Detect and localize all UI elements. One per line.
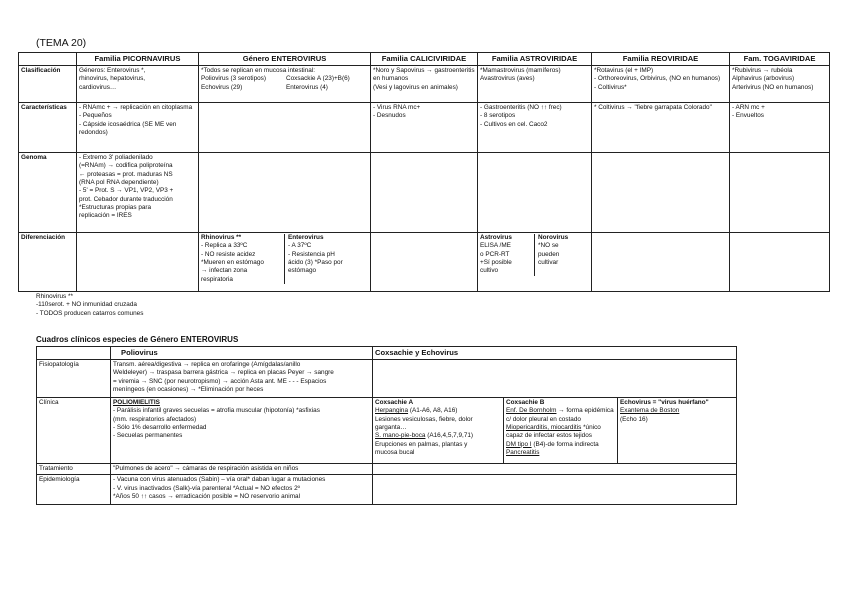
row-label-tratamiento: Tratamiento — [37, 463, 111, 474]
text-line: - Secuelas permanentes — [113, 432, 183, 440]
cell-caracteristicas-astro — [478, 102, 592, 152]
coxsachie-a-title: Coxsachie A — [375, 398, 414, 406]
text-line: - 8 serotipos — [480, 112, 516, 120]
mano-pie-boca-label: S. mano-pie-boca — [375, 432, 426, 440]
cell-genoma-toga — [730, 152, 830, 232]
cell-clasificacion-calici — [371, 65, 478, 102]
text-span: → forma epidémica — [556, 407, 614, 415]
header-poliovirus: Poliovirus — [111, 347, 373, 360]
cell-diferenciacion-picorna — [77, 232, 199, 291]
text-line: +Sí posible — [480, 258, 512, 266]
row-epidemiologia — [37, 475, 737, 505]
text-line: (Echo 16) — [620, 415, 648, 423]
text-line: Géneros: Enterovirus *, — [79, 66, 146, 74]
text-span: *único — [581, 423, 601, 431]
astrovirus-block — [480, 234, 531, 276]
header-togaviridae: Fam. TOGAVIRIDAE — [730, 53, 830, 66]
text-line: - Sólo 1% desarrollo enfermedad — [113, 423, 207, 431]
table2-title: Cuadros clínicos especies de Género ENTEROVIRUS — [36, 335, 239, 344]
cell-epidemiologia-polio — [111, 475, 373, 505]
text-line: *Mueren en estómago — [201, 258, 264, 266]
cell-tratamiento-polio — [111, 463, 373, 474]
cell-clasificacion-toga — [730, 65, 830, 102]
note-line: -110serot. + NO inmunidad cruzada — [36, 301, 137, 309]
miocarditis-label: Miopericarditis, miocarditis — [506, 423, 582, 431]
viral-families-table — [18, 52, 830, 292]
text-line: Transm. aérea/digestiva → replica en orofaringe (Amígdalas/anillo — [113, 360, 301, 368]
text-line: (RNA pol RNA dependiente) — [79, 178, 159, 186]
cell-genoma-entero — [199, 152, 371, 232]
text-line: - Cápside icosaédrica (SE ME ven redondos) — [79, 120, 179, 136]
text-line: Erupciones en palmas, plantas y — [375, 440, 468, 448]
text-line: - Replica a 33ºC — [201, 242, 248, 250]
cell-clinica-coxsachie-b — [504, 397, 618, 463]
text-line: prot. Cebador durante traducción — [79, 195, 173, 203]
text-line: *Estructuras propias para — [79, 203, 152, 211]
text-line: - NO resiste acidez — [201, 250, 256, 258]
norovirus-block — [534, 234, 589, 276]
row-label-genoma: Genoma — [19, 152, 77, 232]
row-tratamiento — [37, 463, 737, 474]
text-line: *Años 50 ↑↑ casos → erradicación posible = NO reservorio animal — [113, 492, 301, 500]
row-clasificacion — [19, 65, 830, 102]
row-label-caracteristicas: Características — [19, 102, 77, 152]
text-line: *Rubivirus → rubéola — [732, 66, 793, 74]
cell-caracteristicas-reo — [592, 102, 730, 152]
text-line: - Desnudos — [373, 112, 406, 120]
text-line: cultivar — [538, 258, 559, 266]
text-line: *Rotavirus (el + IMP) — [594, 66, 654, 74]
header2-empty — [37, 347, 111, 360]
text-span: (A1-A6, A8, A16) — [408, 407, 458, 415]
text-line: - Orthoreovirus, Orbivirus, (NO en humanos) — [594, 75, 721, 83]
echovirus-title: Echovirus = "virus huérfano" — [620, 398, 709, 406]
header-astroviridae: Familia ASTROVIRIDAE — [478, 53, 592, 66]
text-line: ácido (3) *Paso por — [288, 258, 343, 266]
herpangina-label: Herpangina — [375, 407, 409, 415]
enterovirus-title: Enterovirus — [288, 233, 324, 241]
cell-caracteristicas-calici — [371, 102, 478, 152]
text-line: Poliovirus (3 serotipos) — [201, 75, 266, 83]
row-label-clinica: Clínica — [37, 397, 111, 463]
text-line: - Extremo 3' poliadenilado — [79, 153, 153, 161]
cell-genoma-reo — [592, 152, 730, 232]
rhinovirus-block — [201, 234, 281, 284]
row-label-epidemiologia: Epidemiología — [37, 475, 111, 505]
table2-header-row — [37, 347, 737, 360]
text-line: replicación = IRES — [79, 212, 132, 220]
cell-fisiopatologia-polio — [111, 359, 373, 397]
text-line: ELISA /ME — [480, 242, 511, 250]
text-line: mucosa bucal — [375, 448, 415, 456]
cell-diferenciacion-reo — [592, 232, 730, 291]
row-fisiopatologia — [37, 359, 737, 397]
text-span: (A16,4,5,7,9,71) — [425, 432, 474, 440]
text-line: - ARN mc + — [732, 103, 765, 111]
row-clinica — [37, 397, 737, 463]
enterovirus-clinical-table — [36, 346, 737, 505]
cell-genoma-astro — [478, 152, 592, 232]
norovirus-title: Norovirus — [538, 233, 569, 241]
cell-genoma-picorna — [77, 152, 199, 232]
text-line: ← proteasas = prot. maduras NS — [79, 170, 173, 178]
text-line: *Noro y Sapovirus → gastroenteritis en humanos — [373, 66, 477, 83]
text-line: c/ dolor pleural en costado — [506, 415, 581, 423]
text-line: Enterovirus (4) — [286, 83, 328, 91]
rhinovirus-title: Rhinovirus ** — [201, 233, 242, 241]
row-label-clasificacion: Clasificación — [19, 65, 77, 102]
text-line: estómago — [288, 267, 317, 275]
exantema-boston-label: Exantema de Boston — [620, 407, 680, 415]
text-line: - Virus RNA mc+ — [373, 103, 421, 111]
header-reoviridae: Familia REOVIRIDAE — [592, 53, 730, 66]
row-diferenciacion — [19, 232, 830, 291]
text-line: - Coltivirus* — [594, 83, 627, 91]
text-line: (Vesi y lagovirus en animales) — [373, 83, 458, 91]
row-label-diferenciacion: Diferenciación — [19, 232, 77, 291]
text-line: - Vacuna con virus atenuados (Sabin) – vía oral* daban lugar a mutaciones — [113, 476, 326, 484]
text-line: *Todos se replican en mucosa intestinal: — [201, 66, 316, 74]
text-line: Weldeleyer) → traspasa barrera gástrica → replica en placas Peyer → sangre — [113, 369, 334, 377]
cell-diferenciacion-astro — [478, 232, 592, 291]
text-line: - Pequeños — [79, 112, 112, 120]
cell-diferenciacion-toga — [730, 232, 830, 291]
page-title: (TEMA 20) — [36, 37, 87, 49]
text-line: cardiovirus… — [79, 83, 117, 91]
text-span: (B4)-de forma indirecta — [531, 440, 599, 448]
text-line: - Envueltos — [732, 112, 764, 120]
text-line: (=RNAm) → codifica poliproteína — [79, 162, 173, 170]
cell-caracteristicas-entero — [199, 102, 371, 152]
cell-clinica-echovirus — [618, 397, 737, 463]
bornholm-label: Enf. De Bornholm — [506, 407, 557, 415]
row-genoma — [19, 152, 830, 232]
text-line: - Gastroenteritis (NO ↑↑ frec) — [480, 103, 562, 111]
text-line: "Pulmones de acero" → cámaras de respiración asistida en niños — [113, 464, 299, 472]
text-line: Coxsackie A (23)+B(6) — [286, 75, 350, 83]
text-line: rhinovirus, hepatovirus, — [79, 75, 146, 83]
dm-tipo-i-label: DM tipo I — [506, 440, 532, 448]
note-line: - TODOS producen catarros comunes — [36, 309, 144, 317]
text-line: Arterivirus (NO en humanos) — [732, 83, 814, 91]
text-line: Echovirus (29) — [201, 83, 243, 91]
cell-fisiopatologia-coxsachie — [373, 359, 737, 397]
text-line: pueden — [538, 250, 560, 258]
rhinovirus-notes — [36, 293, 143, 318]
cell-diferenciacion-calici — [371, 232, 478, 291]
note-line: Rhinovirus ** — [36, 293, 73, 300]
row-caracteristicas — [19, 102, 830, 152]
poliomielitis-title: POLIOMIELITIS — [113, 398, 160, 406]
header-empty — [19, 53, 77, 66]
row-label-fisiopatologia: Fisiopatología — [37, 359, 111, 397]
text-line: respiratoria — [201, 275, 233, 283]
text-line: *Mamastrovirus (mamíferos) — [480, 66, 561, 74]
cell-clinica-coxsachie-a — [373, 397, 504, 463]
text-line: capaz de infectar estos tejidos — [506, 432, 592, 440]
text-line: garganta… — [375, 423, 407, 431]
text-line: - A 37ºC — [288, 242, 312, 250]
table1-header-row — [19, 53, 830, 66]
header-enterovirus: Género ENTEROVIRUS — [199, 53, 371, 66]
cell-diferenciacion-entero — [199, 232, 371, 291]
text-line: - Parálisis infantil graves secuelas = atrofia muscular (hipotonía) *asfixias — [113, 407, 320, 415]
cell-clinica-polio — [111, 397, 373, 463]
pancreatitis-label: Pancreatitis — [506, 448, 540, 456]
enterovirus-block — [284, 234, 368, 284]
cell-clasificacion-reo — [592, 65, 730, 102]
text-line: Lesiones vesiculosas, fiebre, dolor — [375, 415, 473, 423]
header-caliciviridae: Familia CALICIVIRIDAE — [371, 53, 478, 66]
text-line: * Coltivirus → "fiebre garrapata Colorado" — [594, 103, 712, 111]
cell-clasificacion-picorna — [77, 65, 199, 102]
cell-clasificacion-astro — [478, 65, 592, 102]
header-picornavirus: Familia PICORNAVIRUS — [77, 53, 199, 66]
cell-genoma-calici — [371, 152, 478, 232]
text-line: *NO se — [538, 242, 559, 250]
text-line: cultivo — [480, 267, 499, 275]
header-coxsachie-echovirus: Coxsachie y Echovirus — [373, 347, 737, 360]
text-line: - Cultivos en cel. Caco2 — [480, 120, 548, 128]
text-line: - RNAmc + → replicación en citoplasma — [79, 103, 193, 111]
astrovirus-title: Astrovirus — [480, 233, 512, 241]
text-line: Alphavirus (arbovirus) — [732, 75, 795, 83]
text-line: = viremia → SNC (por neurotropismo) → acción Asta ant. ME - - - Espacios — [113, 377, 327, 385]
cell-tratamiento-coxsachie — [373, 463, 737, 474]
coxsachie-b-title: Coxsachie B — [506, 398, 545, 406]
text-line: - V. virus inactivados (Salk)-vía parenteral *Actual = NO efectos 2º — [113, 484, 300, 492]
text-line: Avastrovirus (aves) — [480, 75, 535, 83]
text-line: - 5' = Prot. S → VP1, VP2, VP3 + — [79, 187, 174, 195]
text-line: - Resistencia pH — [288, 250, 335, 258]
cell-caracteristicas-picorna — [77, 102, 199, 152]
text-line: (mm. respiratorios afectados) — [113, 415, 197, 423]
text-line: → infectan zona — [201, 267, 248, 275]
cell-caracteristicas-toga — [730, 102, 830, 152]
text-line: o PCR-RT — [480, 250, 510, 258]
text-line: meníngeos (en ocasiones) → *Eliminación por heces — [113, 385, 264, 393]
cell-epidemiologia-coxsachie — [373, 475, 737, 505]
cell-clasificacion-entero — [199, 65, 371, 102]
